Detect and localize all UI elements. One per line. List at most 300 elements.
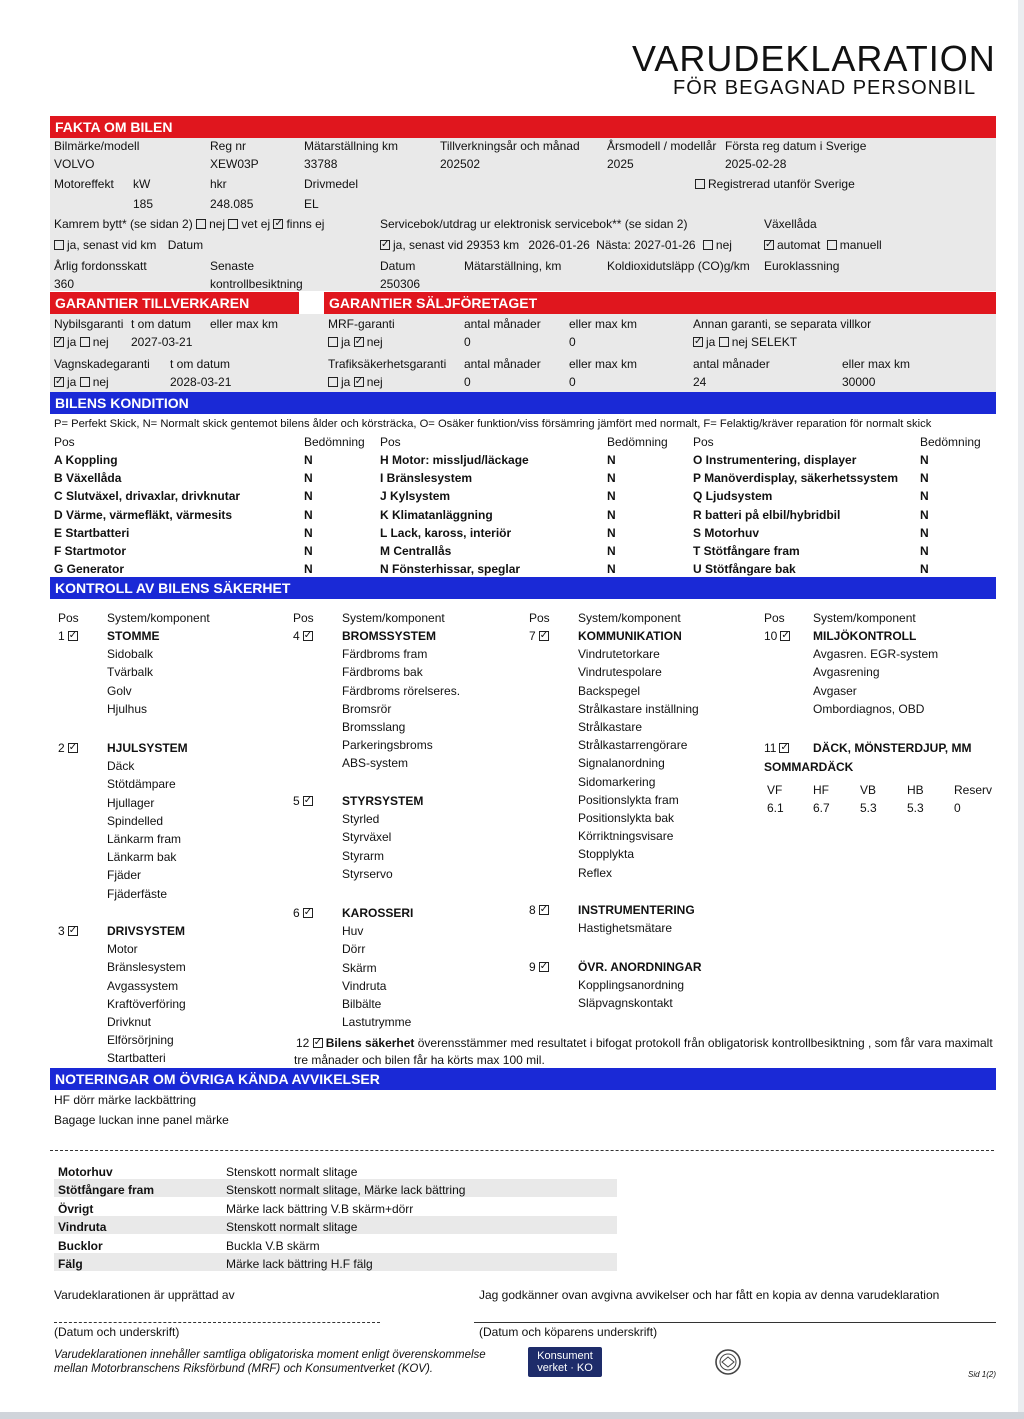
sakerhet-heading: KONTROLL AV BILENS SÄKERHET [50, 577, 996, 599]
vagn-ja-checkbox[interactable]: ✓ [55, 375, 64, 387]
mrf-km-value: 0 [569, 335, 576, 349]
condition-item-grade: N [304, 489, 313, 504]
condition-item-grade: N [920, 489, 929, 504]
notes-row-value: Märke lack bättring H.F fälg [226, 1257, 373, 1271]
reg-abroad-label: Registrerad utanför Sverige [708, 177, 855, 191]
sak-col2-system: System/komponent [342, 611, 445, 625]
power-label: Motoreffekt [54, 177, 114, 191]
safety-group-number [58, 629, 81, 643]
safety-component: ABS-system [342, 756, 409, 771]
safety-group-num: 9 [529, 960, 536, 974]
safety-component: Signalanordning [578, 756, 665, 771]
gearbox-row [764, 238, 882, 252]
annan-value: nej SELEKT [731, 335, 798, 349]
safety-component: Tvärbalk [107, 665, 154, 680]
logo-line-2: verket · KO [537, 1362, 593, 1374]
kw-label: kW [133, 177, 151, 191]
condition-item-label: K Klimatanläggning [380, 507, 493, 522]
condition-item-grade: N [607, 489, 616, 504]
signature-left-label: Varudeklarationen är upprättad av [54, 1288, 235, 1302]
service-next: Nästa: 2027-01-26 [596, 238, 696, 252]
safety-group-number [529, 960, 552, 974]
condition-item-grade: N [304, 562, 313, 577]
safety-component: Länkarm bak [107, 850, 177, 865]
mrf-ja-label: ja [341, 335, 351, 349]
nybil-ja-label: ja [67, 335, 77, 349]
condition-item-grade: N [304, 544, 313, 558]
notes-row-value: Märke lack bättring V.B skärm+dörr [226, 1201, 414, 1216]
nybil-label: Nybilsgaranti [54, 317, 124, 331]
fuel-label: Drivmedel [304, 177, 359, 191]
nybil-nej-label: nej [92, 335, 109, 349]
safety-group-checkbox[interactable]: ✓ [780, 741, 789, 753]
condition-item-grade: N [920, 507, 929, 522]
safety-component: Strålkastare inställning [578, 701, 699, 716]
safety-component: Elförsörjning [107, 1033, 174, 1048]
condition-item-grade: N [920, 562, 929, 577]
notes-row-value: Stenskott normalt slitage, Märke lack bättring [226, 1183, 466, 1198]
kamrem-row [54, 217, 324, 231]
safety-component: Skärm [342, 960, 377, 975]
signature-left-sub: (Datum och underskrift) [54, 1325, 180, 1339]
safety-group-number [293, 629, 316, 643]
model-year-label: Årsmodell / modellår [607, 139, 717, 153]
condition-item-grade: N [607, 453, 616, 467]
service-ja-checkbox[interactable]: ✓ [381, 238, 390, 250]
model-year-value: 2025 [607, 157, 634, 171]
kamrem-nej-checkbox[interactable] [196, 219, 206, 229]
safety-group-title: INSTRUMENTERING [578, 903, 695, 917]
condition-item-grade: N [920, 471, 929, 486]
safety-component: Bränslesystem [107, 960, 186, 975]
condition-item-label: O Instrumentering, displayer [693, 453, 857, 467]
safety-component: Däck [107, 759, 135, 774]
notes-row-label: Bucklor [58, 1238, 103, 1253]
nybil-maxkm-label: eller max km [210, 317, 279, 331]
safety-group-num: 3 [58, 924, 65, 938]
latest-label: Senaste [210, 259, 255, 273]
window-bottom-edge [0, 1412, 1024, 1419]
condition-item-grade: N [607, 544, 616, 558]
vagn-ja-label: ja [67, 375, 77, 389]
safety-component: Fjäder [107, 868, 142, 883]
service-nej-checkbox[interactable] [703, 240, 713, 250]
safety-component: Strålkastarrengörare [578, 738, 688, 753]
trafik-nej-label: nej [366, 375, 383, 389]
condition-item-label: H Motor: missljud/läckage [380, 453, 529, 467]
odometer-label: Mätarställning km [304, 139, 399, 153]
safety-component: Vindruta [342, 978, 387, 993]
tax-value: 360 [54, 277, 75, 291]
safety-component: Länkarm fram [107, 832, 182, 846]
tyre-header: HB [907, 783, 924, 797]
inspection-date-label: Datum [380, 259, 416, 273]
kond-col1-grade: Bedömning [304, 435, 365, 449]
condition-item-grade: N [607, 507, 616, 522]
safety-component: Styrarm [342, 848, 384, 863]
item12-checkbox[interactable]: ✓ [313, 1036, 323, 1048]
servicebok-label: Servicebok/utdrag ur elektronisk servicebok** (se sidan 2) [380, 217, 688, 231]
safety-component: Avgaser [813, 683, 857, 698]
notes-row-label: Vindruta [58, 1220, 107, 1235]
gearbox-label: Växellåda [764, 217, 817, 231]
condition-item-grade: N [304, 471, 313, 486]
safety-component: Bromsslang [342, 720, 406, 734]
notes-divider [50, 1150, 994, 1151]
annan-km-value: 30000 [842, 375, 876, 389]
servicebok-row [380, 238, 732, 252]
safety-group-title: STOMME [107, 629, 160, 643]
footer-text-1: Varudeklarationen innehåller samtliga obligatoriska moment enligt överenskommelse [54, 1349, 486, 1361]
vagn-nej-checkbox[interactable] [80, 377, 90, 387]
page-number: Sid 1(2) [968, 1370, 997, 1379]
safety-group-checkbox[interactable]: ✓ [68, 924, 78, 936]
window-right-edge [1018, 0, 1024, 1419]
tyre-depth-value: 5.3 [860, 801, 877, 815]
safety-component: Stötdämpare [107, 777, 176, 792]
document-title: VARUDEKLARATION [632, 38, 996, 79]
safety-component: Avgasrening [813, 665, 880, 680]
safety-group-checkbox[interactable]: ✓ [539, 960, 549, 972]
kond-col1-pos: Pos [54, 435, 75, 449]
tyre-depth-value: 5.3 [907, 801, 924, 815]
safety-group-number [293, 906, 316, 920]
tyre-header: VB [860, 783, 877, 797]
reg-label: Reg nr [210, 139, 247, 153]
condition-item-grade: N [607, 525, 616, 540]
trafik-months-label: antal månader [464, 357, 541, 371]
condition-item-label: T Stötfångare fram [693, 544, 800, 558]
safety-component: Spindelled [107, 813, 164, 828]
notes-row-label: Fälg [58, 1257, 83, 1271]
safety-group-checkbox[interactable]: ✓ [303, 629, 313, 641]
item12-text2: tre månader och bilen får ha körts max 100 mil. [294, 1053, 545, 1067]
item12-num: 12 [296, 1036, 310, 1050]
kondition-heading: BILENS KONDITION [50, 392, 996, 414]
safety-component: Avgasren. EGR-system [813, 647, 939, 662]
safety-group-num: 2 [58, 741, 65, 755]
kond-col3-grade: Bedömning [920, 435, 981, 449]
fakta-heading: FAKTA OM BILEN [50, 116, 996, 138]
safety-component: Lastutrymme [342, 1015, 412, 1030]
kond-col2-pos: Pos [380, 435, 401, 449]
safety-group-checkbox[interactable]: ✓ [303, 906, 313, 918]
condition-item-grade: N [920, 544, 929, 558]
inspection-odo-label: Mätarställning, km [464, 259, 562, 273]
safety-component: Startbatteri [107, 1051, 166, 1066]
safety-component: Stopplykta [578, 847, 635, 862]
mrf-nej-checkbox[interactable]: ✓ [354, 335, 364, 347]
condition-item-label: I Bränslesystem [380, 471, 473, 486]
annan-months-value: 24 [693, 375, 707, 389]
safety-group-checkbox[interactable]: ✓ [68, 629, 78, 641]
condition-item-grade: N [607, 562, 616, 577]
trafik-ja-checkbox[interactable] [328, 377, 338, 387]
mrf-maxkm-label: eller max km [569, 317, 638, 331]
safety-component: Golv [107, 683, 132, 698]
service-ja-label: ja, senast vid 29353 km [393, 238, 520, 252]
kamrem-ja-label: ja, senast vid km [67, 238, 157, 252]
service-nej-label: nej [715, 238, 732, 252]
condition-item-grade: N [920, 453, 929, 467]
condition-item-label: D Värme, värmefläkt, värmesits [54, 507, 233, 522]
gearbox-manual-checkbox[interactable] [827, 240, 837, 250]
annan-ja-label: ja [706, 335, 716, 349]
mrf-check-row [328, 335, 383, 349]
tax-label: Årlig fordonsskatt [54, 259, 147, 273]
euro-label: Euroklassning [764, 259, 840, 273]
nybil-nej-checkbox[interactable] [80, 337, 90, 347]
sak-col2-pos: Pos [293, 611, 314, 625]
condition-item-label: L Lack, kaross, interiör [380, 525, 512, 540]
nybil-check-row [54, 335, 109, 349]
safety-component: Sidobalk [107, 647, 154, 662]
item12-row [296, 1036, 993, 1050]
item12-bold: Bilens säkerhet [325, 1036, 415, 1050]
safety-group-number [529, 903, 552, 917]
trafik-maxkm-label: eller max km [569, 357, 638, 371]
mrf-months-value: 0 [464, 335, 471, 349]
safety-group-title: KAROSSERI [342, 906, 414, 920]
annan-maxkm-label: eller max km [842, 357, 911, 371]
condition-item-grade: N [304, 453, 313, 467]
safety-component: Hastighetsmätare [578, 921, 673, 936]
condition-item-label: P Manöverdisplay, säkerhetssystem [693, 471, 898, 486]
manufacture-label: Tillverkningsår och månad [440, 139, 580, 153]
tyre-header: Reserv [954, 783, 993, 797]
brand-value: VOLVO [54, 157, 95, 171]
safety-group-title: DRIVSYSTEM [107, 924, 186, 938]
condition-item-label: R batteri på elbil/hybridbil [693, 507, 841, 522]
garanti-tillv-heading: GARANTIER TILLVERKAREN [50, 292, 299, 314]
gearbox-auto-label: automat [777, 238, 821, 252]
kamrem-vetej-checkbox[interactable] [228, 219, 238, 229]
safety-group-num: 6 [293, 906, 300, 920]
safety-group-num: 10 [764, 629, 778, 643]
safety-component: Avgassystem [107, 978, 179, 993]
trafik-check-row [328, 375, 383, 389]
safety-component: Hjulhus [107, 701, 148, 716]
safety-group-title: KOMMUNIKATION [578, 629, 682, 643]
safety-group-title: STYRSYSTEM [342, 794, 424, 808]
safety-component: Bromsrör [342, 701, 392, 716]
safety-component: Reflex [578, 865, 613, 880]
safety-group-number [58, 741, 81, 755]
inspection-date-value: 250306 [380, 277, 421, 291]
safety-group-num: 1 [58, 629, 65, 643]
tyre-header: VF [767, 783, 783, 797]
safety-group-title: MILJÖKONTROLL [813, 629, 917, 643]
kamrem-finnsej-checkbox[interactable]: ✓ [274, 217, 283, 229]
safety-group-title: BROMSSYSTEM [342, 629, 437, 643]
kamrem-ja-row [54, 238, 203, 252]
safety-component: Kraftöverföring [107, 996, 186, 1011]
safety-component: Färdbroms bak [342, 665, 423, 680]
annan-months-label: antal månader [693, 357, 770, 371]
safety-group-num: 7 [529, 629, 536, 643]
tyre-header: HF [813, 783, 829, 797]
safety-group-checkbox[interactable]: ✓ [539, 629, 549, 641]
safety-group-checkbox[interactable]: ✓ [539, 903, 549, 915]
safety-component: Positionslykta bak [578, 811, 675, 825]
vagn-date-value: 2028-03-21 [170, 375, 232, 389]
tyre-depth-value: 6.1 [767, 801, 784, 815]
notes-line-2: Bagage luckan inne panel märke [54, 1113, 229, 1127]
safety-group-num: 5 [293, 794, 300, 808]
nybil-tom-label: t om datum [131, 317, 192, 331]
safety-component: Bilbälte [342, 997, 382, 1011]
odometer-value: 33788 [304, 157, 338, 171]
safety-group-num: 8 [529, 903, 536, 917]
reg-value: XEW03P [210, 157, 259, 171]
safety-component: Styrled [342, 812, 380, 827]
condition-item-label: N Fönsterhissar, speglar [380, 562, 521, 577]
safety-group-num: 11 [764, 741, 777, 755]
safety-component: Motor [107, 942, 138, 957]
gearbox-auto-checkbox[interactable]: ✓ [765, 238, 774, 250]
vagn-label: Vagnskadegaranti [54, 357, 150, 371]
safety-group-number [529, 629, 552, 643]
condition-item-label: F Startmotor [54, 544, 126, 558]
condition-item-label: B Växellåda [54, 471, 122, 486]
condition-item-label: Q Ljudsystem [693, 489, 773, 504]
brand-label: Bilmärke/modell [54, 139, 140, 153]
safety-component: Strålkastare [578, 720, 643, 734]
tyre-season: SOMMARDÄCK [764, 760, 854, 774]
signature-right-label: Jag godkänner ovan avgivna avvikelser och har fått en kopia av denna varudeklaration [479, 1288, 940, 1302]
condition-item-grade: N [920, 525, 929, 540]
hk-value: 248.085 [210, 197, 254, 211]
mrf-months-label: antal månader [464, 317, 541, 331]
sak-col3-pos: Pos [529, 611, 550, 625]
safety-component: Körriktningsvisare [578, 829, 674, 844]
safety-group-checkbox[interactable]: ✓ [303, 794, 313, 806]
safety-component: Styrväxel [342, 830, 392, 845]
condition-item-label: E Startbatteri [54, 525, 130, 540]
safety-component: Positionslykta fram [578, 792, 679, 807]
mrf-label: MRF-garanti [328, 317, 395, 331]
first-reg-value: 2025-02-28 [725, 157, 787, 171]
kamrem-datum-label: Datum [167, 238, 204, 252]
safety-component: Huv [342, 924, 364, 939]
notes-row-label: Motorhuv [58, 1165, 113, 1179]
tyre-depth-value: 6.7 [813, 801, 830, 815]
notes-row-label: Övrigt [58, 1201, 94, 1216]
safety-component: Drivknut [107, 1015, 152, 1029]
kamrem-nej-label: nej [209, 217, 226, 231]
garanti-salj-heading: GARANTIER SÄLJFÖRETAGET [324, 292, 996, 314]
inspection-label: kontrollbesiktning [210, 277, 303, 291]
condition-item-label: A Koppling [54, 453, 118, 467]
mrf-nej-label: nej [366, 335, 383, 349]
safety-group-title: ÖVR. ANORDNINGAR [578, 960, 702, 974]
kond-col2-grade: Bedömning [607, 435, 668, 449]
safety-component: Fjäderfäste [107, 886, 168, 901]
trafik-km-value: 0 [569, 375, 576, 389]
safety-component: Färdbroms rörelseres. [342, 683, 461, 698]
condition-item-grade: N [304, 507, 313, 522]
notes-row-value: Buckla V.B skärm [226, 1238, 320, 1253]
annan-check-row [693, 335, 797, 349]
sak-col1-system: System/komponent [107, 611, 210, 625]
kw-value: 185 [133, 197, 154, 211]
item12-text: överensstämmer med resultatet i bifogat protokoll från obligatorisk kontrollbesiktning , som får vara maximalt [414, 1036, 993, 1050]
safety-group-number [764, 629, 793, 643]
kamrem-label: Kamrem bytt* (se sidan 2) [54, 217, 193, 231]
nybil-ja-checkbox[interactable]: ✓ [55, 335, 64, 347]
hk-label: hkr [210, 177, 227, 191]
notes-line-1: HF dörr märke lackbättring [54, 1093, 197, 1107]
safety-group-checkbox[interactable]: ✓ [68, 741, 78, 753]
mrf-ja-checkbox[interactable] [328, 337, 338, 347]
footer-text-2: mellan Motorbranschens Riksförbund (MRF) och Konsumentverket (KOV). [54, 1363, 434, 1375]
signature-right-sub: (Datum och köparens underskrift) [479, 1325, 658, 1339]
sak-col4-pos: Pos [764, 611, 785, 625]
fuel-value: EL [304, 197, 319, 211]
safety-group-title: DÄCK, MÖNSTERDJUP, MM [813, 741, 972, 755]
signature-left-line[interactable] [54, 1322, 380, 1323]
signature-right-line[interactable] [474, 1322, 996, 1323]
condition-item-label: S Motorhuv [693, 525, 759, 540]
konsumentverket-logo [528, 1347, 602, 1377]
notes-row-label: Stötfångare fram [58, 1183, 155, 1198]
safety-group-number [293, 794, 316, 808]
safety-component: Styrservo [342, 866, 393, 881]
reg-abroad-checkbox[interactable] [695, 179, 705, 189]
safety-component: Vindrutetorkare [578, 647, 660, 662]
annan-ja-checkbox[interactable]: ✓ [694, 335, 703, 347]
notes-row-value: Stenskott normalt slitage [226, 1220, 358, 1235]
notes-row-value: Stenskott normalt slitage [226, 1165, 358, 1179]
safety-component: Vindrutespolare [578, 665, 662, 680]
safety-component: Färdbroms fram [342, 647, 428, 662]
kond-col3-pos: Pos [693, 435, 714, 449]
safety-component: Dörr [342, 942, 366, 957]
nybil-date-value: 2027-03-21 [131, 335, 193, 349]
vagn-nej-label: nej [92, 375, 109, 389]
safety-group-title: HJULSYSTEM [107, 741, 188, 755]
vagn-tom-label: t om datum [170, 357, 231, 371]
condition-item-grade: N [607, 471, 616, 486]
mrf-seal-icon [710, 1348, 746, 1376]
safety-component: Sidomarkering [578, 774, 656, 789]
kamrem-finnsej-label: finns ej [286, 217, 325, 231]
logo-line-1: Konsument [537, 1350, 593, 1362]
annan-nej-checkbox[interactable] [719, 337, 729, 347]
annan-label: Annan garanti, se separata villkor [693, 317, 872, 331]
safety-group-num: 4 [293, 629, 300, 643]
sak-col3-system: System/komponent [578, 611, 681, 625]
tyre-depth-value: 0 [954, 801, 961, 815]
condition-item-label: U Stötfångare bak [693, 562, 796, 577]
kamrem-vetej-label: vet ej [241, 217, 271, 231]
safety-component: Parkeringsbroms [342, 738, 433, 753]
document-subtitle: FÖR BEGAGNAD PERSONBIL [673, 77, 977, 99]
safety-component: Ombordiagnos, OBD [813, 701, 925, 716]
condition-item-label: J Kylsystem [380, 489, 451, 504]
trafik-months-value: 0 [464, 375, 471, 389]
first-reg-label: Första reg datum i Sverige [725, 139, 867, 153]
safety-group-checkbox[interactable]: ✓ [781, 629, 790, 641]
co2-label: Koldioxidutsläpp (CO)g/km [607, 259, 750, 273]
trafik-ja-label: ja [341, 375, 351, 389]
condition-item-label: C Slutväxel, drivaxlar, drivknutar [54, 489, 241, 504]
condition-item-label: M Centrallås [380, 544, 452, 558]
trafik-label: Trafiksäkerhetsgaranti [328, 357, 447, 371]
kamrem-ja-checkbox[interactable] [54, 240, 64, 250]
gearbox-manual-label: manuell [839, 238, 882, 252]
trafik-nej-checkbox[interactable]: ✓ [354, 375, 364, 387]
